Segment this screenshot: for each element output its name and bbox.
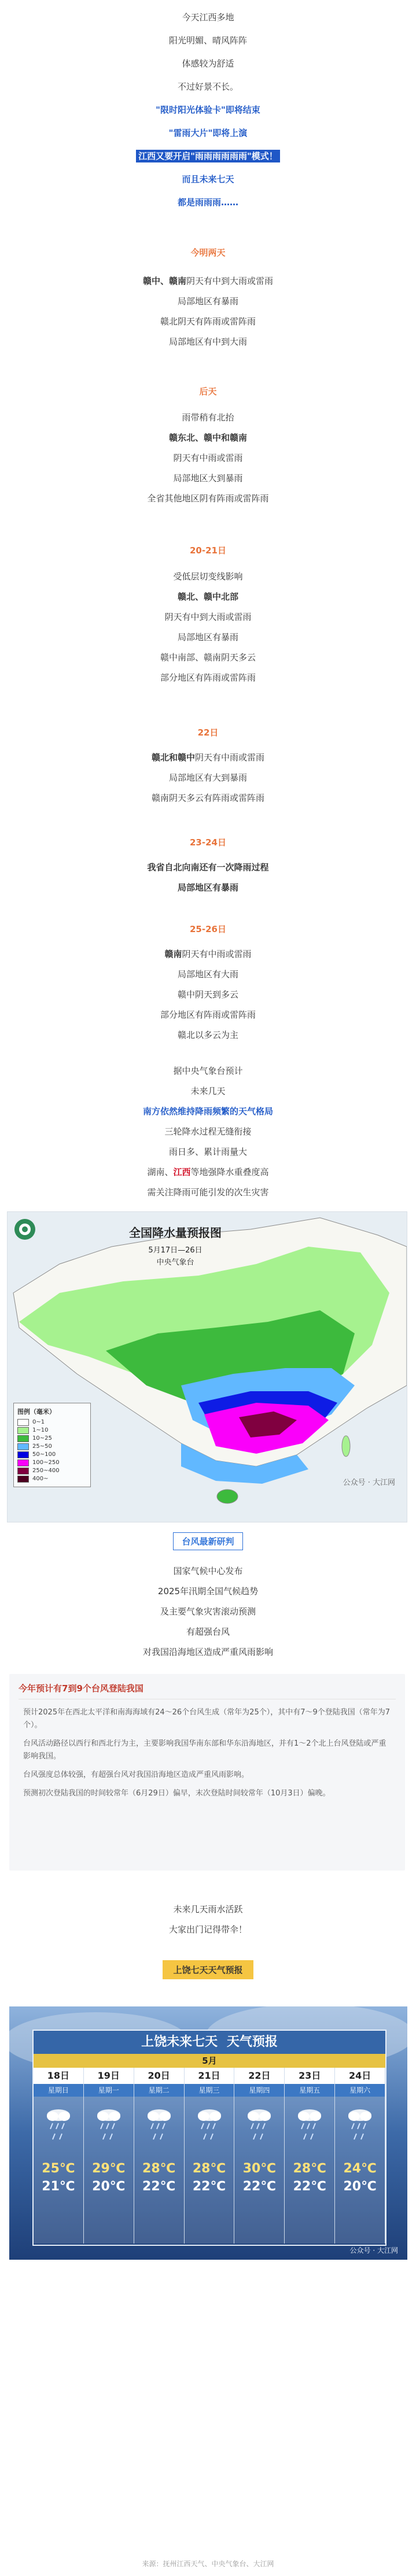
section-line-emphasis: 南方依然维持降雨频繁的天气格局 <box>142 1106 273 1117</box>
map-source: 中央气象台 <box>156 1258 194 1267</box>
forecast-date: 24日 <box>335 2068 385 2084</box>
typhoon-tag: 台风最新研判 <box>173 1532 242 1550</box>
section-line: 未来几天 <box>190 1086 226 1096</box>
intro-line-emphasis: 都是雨雨雨…… <box>177 197 238 208</box>
intro-line: 今天江西多地 <box>182 12 234 23</box>
section-line: 雨带稍有北抬 <box>182 412 234 423</box>
region-highlight-red: 江西 <box>173 1167 191 1177</box>
legend-item <box>17 1418 87 1426</box>
legend-label: 0~1 <box>32 1419 45 1425</box>
forecast-day <box>185 2068 235 2244</box>
section-line: 全省其他地区阴有阵雨或雷阵雨 <box>147 493 269 504</box>
legend-swatch <box>17 1468 29 1474</box>
forecast-day <box>285 2068 335 2244</box>
section-line: 雨日多、累计雨量大 <box>168 1147 247 1157</box>
section-line: 局部地区有大雨 <box>177 969 238 980</box>
forecast-weekday: 星期六 <box>335 2084 385 2097</box>
intro-line-emphasis: "雷雨大片"即将上演 <box>168 128 248 138</box>
typhoon-paragraph: 台风活动路径以西行和西北行为主，主要影响我国华南东部和华东沿海地区，并有1～2个北上台风登陆或严重影响我国。 <box>23 1739 386 1761</box>
rain-cloud-icon <box>93 2105 125 2153</box>
section-line: 局部地区有中到大雨 <box>168 337 247 347</box>
region-highlight: 赣北和赣中 <box>151 752 195 763</box>
section-line: 局部地区有暴雨 <box>177 296 238 306</box>
forecast-tag: 上饶七天天气预报 <box>163 1960 253 1979</box>
section-line: 赣中南部、赣南阴天多云 <box>160 652 256 663</box>
rain-cloud-icon <box>293 2105 326 2153</box>
section-title: 后天 <box>199 386 217 397</box>
forecast-weekday: 星期二 <box>134 2084 184 2097</box>
forecast-low: 20℃ <box>92 2179 126 2194</box>
section-line: 需关注降雨可能引发的次生灾害 <box>147 1187 269 1198</box>
section-line: 局部地区有大到暴雨 <box>168 773 247 783</box>
forecast-day <box>234 2068 285 2244</box>
forecast-high: 30℃ <box>242 2161 276 2176</box>
rain-cloud-icon <box>243 2105 275 2153</box>
section-line: 赣北阴天有阵雨或雷阵雨 <box>160 316 256 327</box>
section-line: 我省自北向南还有一次降雨过程 <box>147 862 269 873</box>
closing-line: 大家出门记得带伞！ <box>168 1924 247 1935</box>
section-line: 部分地区有阵雨或雷阵雨 <box>160 672 256 683</box>
intro-line-emphasis: 而且未来七天 <box>182 174 234 184</box>
forecast-day-grid <box>34 2068 385 2244</box>
forecast-weekday: 星期日 <box>34 2084 83 2097</box>
forecast-date: 22日 <box>234 2068 284 2084</box>
section-line: 国家气候中心发布 <box>173 1566 243 1576</box>
forecast-date: 20日 <box>134 2068 184 2084</box>
section-20-21 <box>0 541 416 688</box>
legend-label: 10~25 <box>32 1435 52 1442</box>
legend-swatch <box>17 1459 29 1466</box>
intro-block <box>0 6 416 214</box>
typhoon-paragraph: 台风强度总体较强，有超强台风对我国沿海地区造成严重风雨影响。 <box>23 1771 249 1779</box>
section-line <box>0 944 416 964</box>
text-fragment: 等地强降水重叠度高 <box>190 1167 269 1177</box>
typhoon-box <box>9 1674 405 1871</box>
forecast-day <box>34 2068 84 2244</box>
forecast-date: 21日 <box>185 2068 234 2084</box>
region-highlight: 赣南 <box>164 949 182 959</box>
forecast-high: 25℃ <box>42 2161 75 2176</box>
section-title: 22日 <box>197 727 219 738</box>
rain-cloud-icon <box>193 2105 226 2153</box>
legend-item <box>17 1451 87 1459</box>
forecast-low: 21℃ <box>42 2179 75 2194</box>
closing-lines <box>0 1899 416 1940</box>
section-line: 局部地区有暴雨 <box>177 632 238 642</box>
typhoon-section <box>0 1532 416 1550</box>
forecast-day <box>84 2068 134 2244</box>
section-title: 25-26日 <box>190 924 226 934</box>
article-footer: 来源：抚州江西天气、中央气象台、大江网 <box>142 2560 274 2568</box>
forecast-high: 28℃ <box>293 2161 326 2176</box>
forecast-date: 19日 <box>84 2068 134 2084</box>
section-line: 赣中阴天到多云 <box>177 989 238 1000</box>
forecast-high: 29℃ <box>92 2161 126 2176</box>
section-day-after <box>0 382 416 509</box>
map-watermark: 公众号 · 大江网 <box>343 1479 395 1487</box>
forecast-panel-title2: 天气预报 <box>226 2035 278 2049</box>
legend-label: 250~400 <box>32 1468 60 1474</box>
forecast-day <box>335 2068 385 2244</box>
forecast-weekday: 星期四 <box>234 2084 284 2097</box>
forecast-low: 20℃ <box>343 2179 377 2194</box>
section-line: 有超强台风 <box>186 1627 230 1637</box>
map-subtitle: 5月17日—26日 <box>148 1246 203 1255</box>
legend-item <box>17 1459 87 1467</box>
forecast-weekday: 星期五 <box>285 2084 334 2097</box>
section-line: 局部地区大到暴雨 <box>173 473 243 483</box>
section-line: 部分地区有阵雨或雷阵雨 <box>160 1010 256 1020</box>
forecast-weekday: 星期三 <box>185 2084 234 2097</box>
legend-item <box>17 1426 87 1435</box>
legend-item <box>17 1475 87 1483</box>
section-today-tomorrow <box>0 243 416 352</box>
section-line: 对我国沿海地区造成严重风雨影响 <box>142 1647 273 1657</box>
forecast-low: 22℃ <box>293 2179 326 2194</box>
legend-label: 400~ <box>32 1476 49 1482</box>
section-line: 及主要气象灾害滚动预测 <box>160 1606 256 1617</box>
legend-label: 100~250 <box>32 1459 60 1466</box>
legend-swatch <box>17 1419 29 1426</box>
section-line: 赣南阴天多云有阵雨或雷阵雨 <box>151 793 264 803</box>
section-line-rest: 阴天有中雨或雷雨 <box>182 949 252 959</box>
map-title: 全国降水量预报图 <box>129 1226 222 1240</box>
rain-cloud-icon <box>143 2105 175 2153</box>
section-title: 今明两天 <box>190 247 226 258</box>
section-line: 据中央气象台预计 <box>173 1066 243 1076</box>
rain-cloud-icon <box>42 2105 75 2153</box>
region-highlight: 赣中、赣南 <box>142 276 186 286</box>
legend-swatch <box>17 1451 29 1458</box>
section-title: 20-21日 <box>190 545 226 556</box>
closing-line: 未来几天雨水活跃 <box>173 1904 243 1915</box>
legend-swatch <box>17 1435 29 1442</box>
section-line-rest: 阴天有中到大雨或雷雨 <box>186 276 274 286</box>
section-line: 受低层切变线影响 <box>173 571 243 582</box>
forecast-month: 5月 <box>34 2054 385 2068</box>
legend-swatch <box>17 1443 29 1450</box>
section-line: 赣东北、赣中和赣南 <box>168 433 247 443</box>
forecast-day <box>134 2068 185 2244</box>
forecast-low: 22℃ <box>192 2179 226 2194</box>
text-fragment: 湖南、 <box>147 1167 174 1177</box>
precipitation-map <box>7 1211 407 1522</box>
forecast-low: 22℃ <box>142 2179 176 2194</box>
legend-title: 图例（毫米） <box>17 1408 56 1415</box>
legend-label: 25~50 <box>32 1443 52 1450</box>
section-25-26 <box>0 919 416 1045</box>
legend-items <box>17 1418 87 1483</box>
legend-item <box>17 1435 87 1443</box>
legend-label: 50~100 <box>32 1451 56 1458</box>
section-line: 阴天有中雨或雷雨 <box>173 453 243 463</box>
section-title: 23-24日 <box>190 837 226 848</box>
forecast-date: 18日 <box>34 2068 83 2084</box>
intro-line: 不过好景不长。 <box>177 82 238 92</box>
typhoon-box-title: 今年预计有7到9个台风登陆我国 <box>19 1683 143 1694</box>
typhoon-paragraph: 预计2025年在西北太平洋和南海海域有24～26个台风生成（常年为25个），其中有7～9个登陆我国（常年为7个）。 <box>23 1708 391 1729</box>
section-23-24 <box>0 833 416 898</box>
map-legend <box>13 1403 91 1487</box>
section-line: 2025年汛期全国气候趋势 <box>157 1586 259 1596</box>
section-22 <box>0 723 416 808</box>
section-line: 赣北、赣中北部 <box>177 592 238 602</box>
section-line <box>0 748 416 768</box>
legend-swatch <box>17 1427 29 1434</box>
forecast-panel <box>9 2006 407 2260</box>
forecast-low: 22℃ <box>242 2179 276 2194</box>
forecast-panel-header <box>34 2031 385 2054</box>
typhoon-paragraph: 预测初次登陆我国的时间较常年（6月29日）偏早，末次登陆时间较常年（10月3日）偏晚。 <box>23 1789 330 1798</box>
section-line: 阴天有中到大雨或雷雨 <box>164 612 252 622</box>
map-title-block <box>117 1224 233 1267</box>
section-line-rest: 阴天有中雨或雷雨 <box>195 752 265 763</box>
intro-line: 阳光明媚、晴风阵阵 <box>168 35 247 46</box>
rain-cloud-icon <box>344 2105 376 2153</box>
intro-highlight: 江西又要开启"雨雨雨雨雨雨"模式！ <box>136 150 280 162</box>
legend-label: 1~10 <box>32 1427 49 1433</box>
forecast-tag-wrap <box>0 1960 416 1979</box>
section-line: 局部地区有暴雨 <box>177 882 238 893</box>
section-national <box>0 1061 416 1203</box>
intro-line: 体感较为舒适 <box>182 58 234 69</box>
legend-item <box>17 1467 87 1475</box>
forecast-panel-inner <box>32 2030 386 2246</box>
legend-swatch <box>17 1476 29 1483</box>
forecast-watermark: 公众号 · 大江网 <box>349 2246 398 2255</box>
forecast-high: 24℃ <box>343 2161 377 2176</box>
forecast-date: 23日 <box>285 2068 334 2084</box>
forecast-panel-title: 上饶未来七天 <box>141 2035 218 2049</box>
section-line: 赣北以多云为主 <box>177 1030 238 1040</box>
forecast-high: 28℃ <box>142 2161 176 2176</box>
typhoon-lines <box>0 1561 416 1662</box>
forecast-weekday: 星期一 <box>84 2084 134 2097</box>
legend-item <box>17 1443 87 1451</box>
section-line <box>0 271 416 291</box>
section-line: 三轮降水过程无缝衔接 <box>164 1126 252 1137</box>
section-line <box>0 1162 416 1182</box>
intro-line-emphasis: "限时阳光体验卡"即将结束 <box>156 105 260 115</box>
forecast-high: 28℃ <box>192 2161 226 2176</box>
